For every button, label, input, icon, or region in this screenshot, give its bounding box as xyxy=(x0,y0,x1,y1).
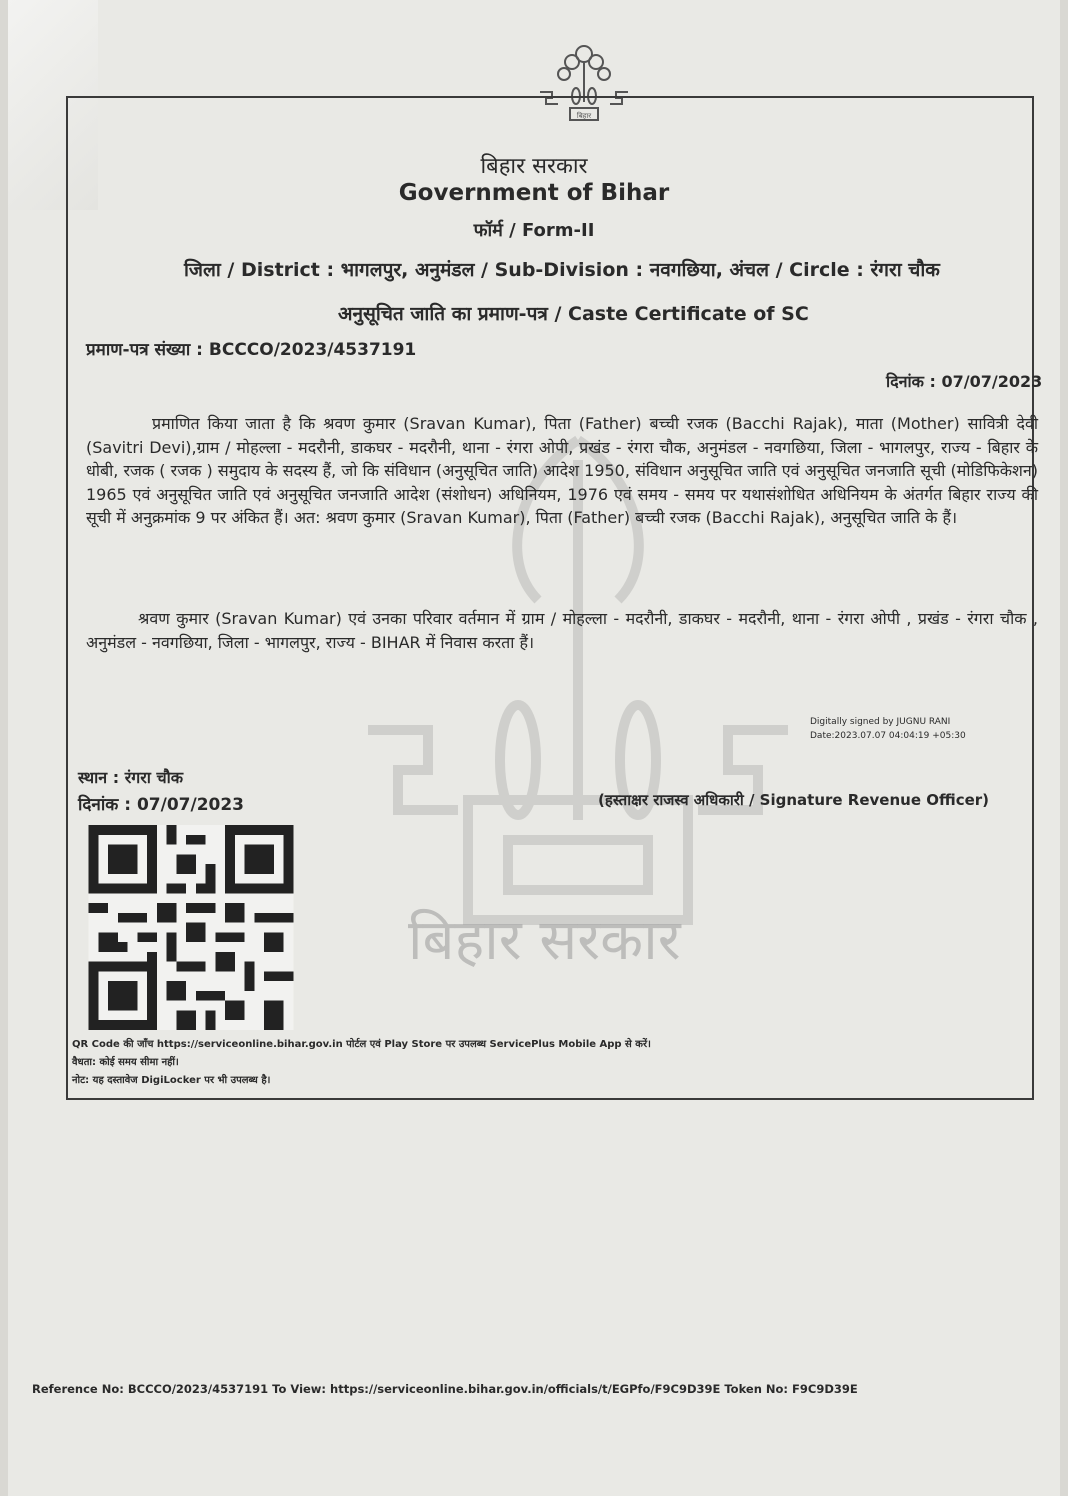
validity-note: वैधता: कोई समय सीमा नहीं। xyxy=(72,1057,179,1068)
qr-verification-note: QR Code की जाँच https://serviceonline.bihar.gov.in पोर्टल एवं Play Store पर उपलब्ध ServicePlus Mobile App से करें। xyxy=(72,1039,651,1050)
place-date: दिनांक : 07/07/2023 xyxy=(78,795,245,815)
certificate-paragraph-2: श्रवण कुमार (Sravan Kumar) एवं उनका परिवार वर्तमान में ग्राम / मोहल्ला - मदरौनी, डाकघर - मदरौनी, थाना - रंगरा ओपी , प्रखंड - रंगरा चौक , अनुमंडल - नवगछिया, जिला - भागलपुर, राज्य - BIHAR में निवास करता हैं। xyxy=(86,609,1038,652)
english-title: Government of Bihar xyxy=(398,180,670,206)
qr-code-icon xyxy=(86,825,296,1030)
certificate-number: प्रमाण-पत्र संख्या : BCCCO/2023/4537191 xyxy=(86,340,417,360)
svg-text:बिहार: बिहार xyxy=(576,112,592,120)
form-label: फॉर्म / Form-II xyxy=(473,220,595,241)
reference-footer: Reference No: BCCCO/2023/4537191 To View: https://serviceonline.bihar.gov.in/officials/t/EGPfo/F9C9D39E Token No: F9C9D39E xyxy=(32,1382,858,1396)
digital-signature-date: Date:2023.07.07 04:04:19 +05:30 xyxy=(810,731,966,741)
issue-date: दिनांक : 07/07/2023 xyxy=(886,372,1043,391)
watermark-text: बिहार सरकार xyxy=(408,908,681,973)
digital-signature-name: Digitally signed by JUGNU RANI xyxy=(810,717,951,727)
signature-caption: (हस्ताक्षर राजस्व अधिकारी / Signature Revenue Officer) xyxy=(598,791,990,809)
digilocker-note: नोट: यह दस्तावेज DigiLocker पर भी उपलब्ध है। xyxy=(72,1075,271,1086)
hindi-title: बिहार सरकार xyxy=(480,154,588,179)
certificate-type: अनुसूचित जाति का प्रमाण-पत्र / Caste Certificate of SC xyxy=(338,303,809,325)
certificate-paper xyxy=(8,0,1060,1496)
certificate-paragraph-1: प्रमाणित किया जाता है कि श्रवण कुमार (Sravan Kumar), पिता (Father) बच्ची रजक (Bacchi Rajak), माता (Mother) सावित्री देवी (Savitri Devi),ग्राम / मोहल्ला - मदरौनी, डाकघर - मदरौनी, थाना - रंगरा ओपी, प्रखंड - रंगरा चौक, अनुमंडल - नवगछिया, जिला - भागलपुर, राज्य - बिहार के धोबी, रजक ( रजक ) समुदाय के सदस्य हैं, जो कि संविधान (अनुसूचित जाति) आदेश 1950, संविधान अनुसूचित जाति एवं अनुसूचित जनजाति सूची (मोडिफिकेशन) 1965 एवं अनुसूचित जाति एवं अनुसूचित जनजाति आदेश (संशोधन) अधिनियम, 1976 एवं समय - समय पर यथासंशोधित अधिनियम के अंतर्गत बिहार राज्य की सूची में अनुक्रमांक 9 पर अंकित हैं। अत: श्रवण कुमार (Sravan Kumar), पिता (Father) बच्ची रजक (Bacchi Rajak), अनुसूचित जाति के हैं। xyxy=(86,414,1038,527)
location-line: जिला / District : भागलपुर, अनुमंडल / Sub-Division : नवगछिया, अंचल / Circle : रंगरा चौक xyxy=(184,259,940,281)
place-line: स्थान : रंगरा चौक xyxy=(78,768,184,787)
